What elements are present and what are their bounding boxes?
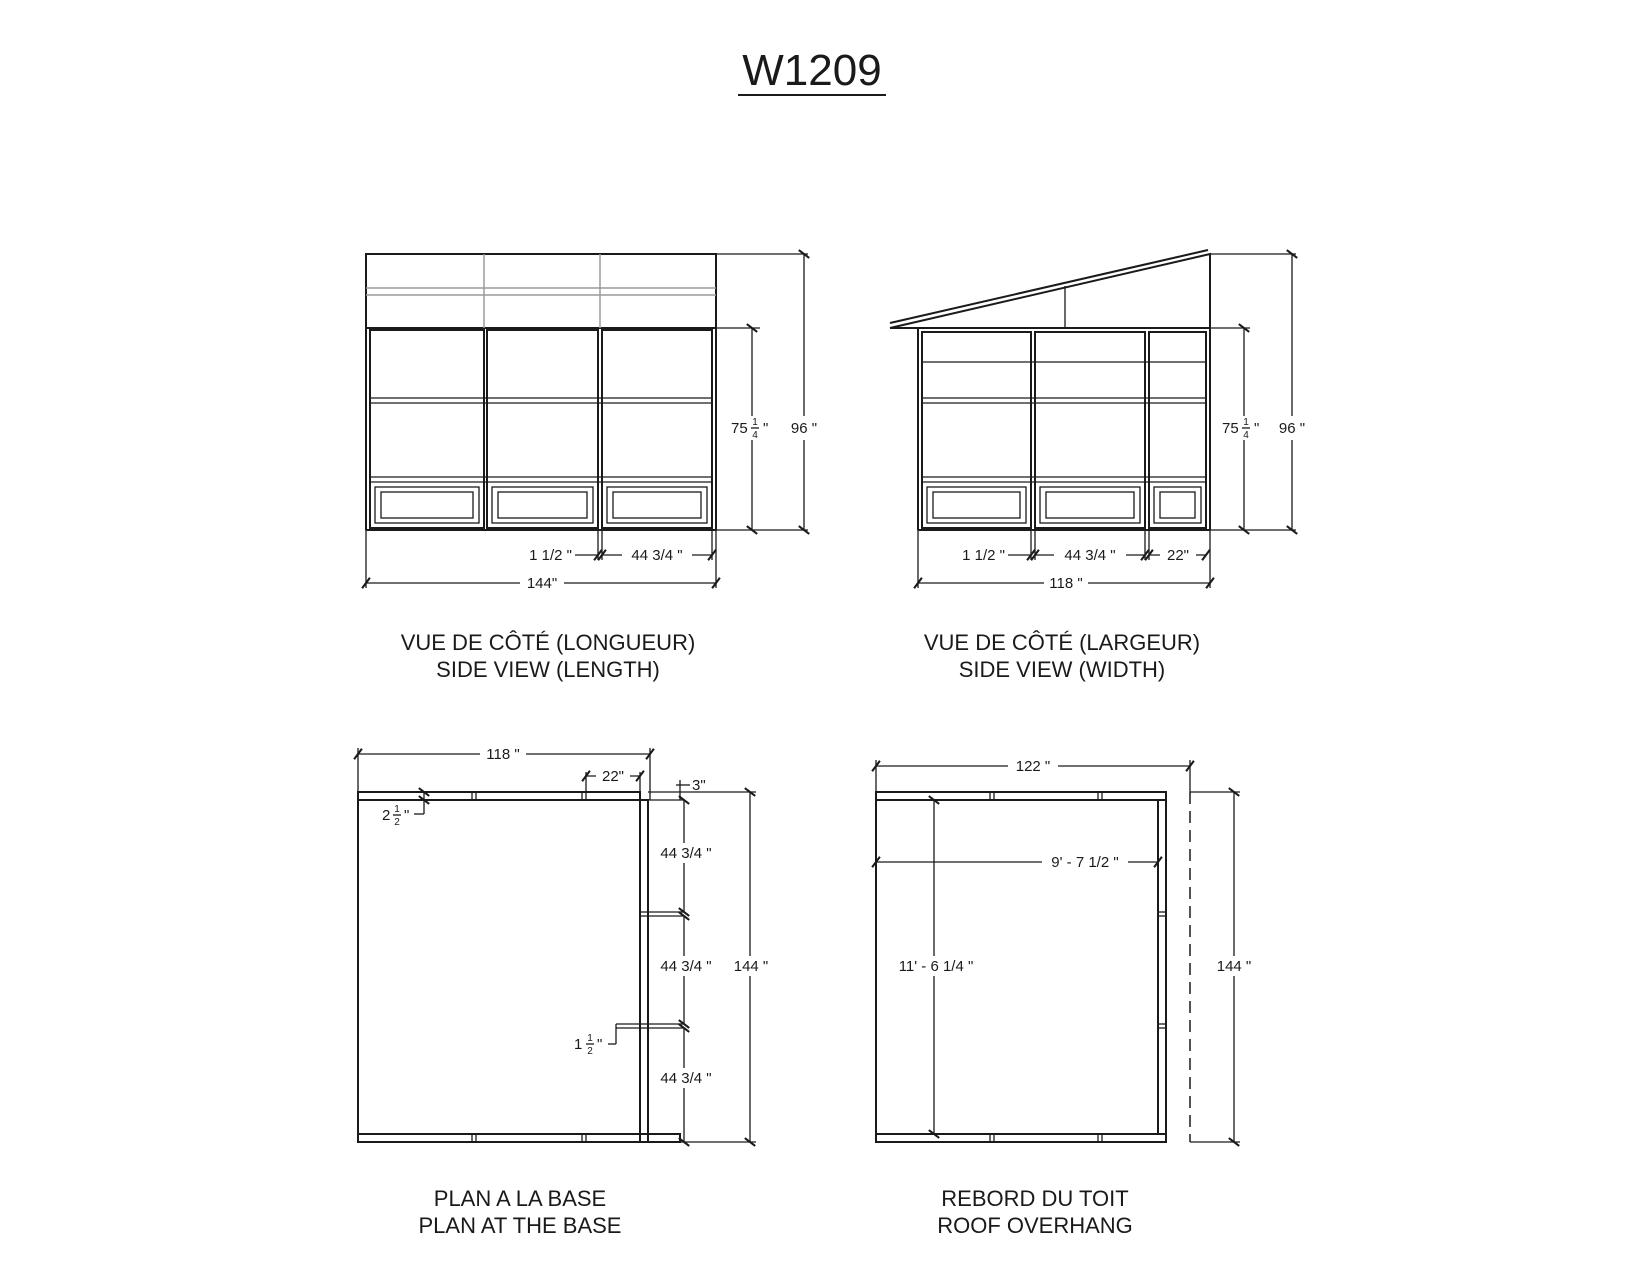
roof-length-label: 144 " <box>1216 958 1252 975</box>
small-panel-width-label: 22" <box>1166 547 1190 564</box>
wall-height-label: 75 <box>1222 420 1239 437</box>
roof-overhang-dimensions <box>876 756 1260 1142</box>
wall-height-fraction-denominator: 4 <box>1243 430 1249 441</box>
base-plan-dimensions <box>358 744 776 1142</box>
post-label: 1 <box>574 1036 583 1053</box>
wall-panel <box>487 330 598 528</box>
caption-english: SIDE VIEW (LENGTH) <box>436 657 660 682</box>
total-height-label: 96 " <box>790 420 818 437</box>
roof-gable-outline <box>366 254 716 328</box>
corner-unit: " <box>404 807 410 824</box>
kick-panel-inset <box>613 492 701 518</box>
panel-width-label: 44 3/4 " <box>631 547 683 564</box>
panel-length-label: 44 3/4 " <box>660 958 712 975</box>
small-panel-label: 22" <box>601 768 625 785</box>
wall-panel <box>370 330 484 528</box>
inner-length-label: 11' - 6 1/4 " <box>898 958 974 975</box>
width-view-dimensions <box>918 254 1312 593</box>
length-view-structure <box>366 254 716 530</box>
base-bottom-rail <box>358 1134 680 1142</box>
wall-height-fraction-numerator: 1 <box>1243 417 1249 428</box>
kick-panel-inset <box>498 492 587 518</box>
length-view-caption <box>401 630 696 682</box>
post-unit: " <box>597 1036 603 1053</box>
overall-width-label: 118 " <box>1049 575 1083 592</box>
base-length-label: 144 " <box>733 958 769 975</box>
length-view-dimensions <box>366 254 824 593</box>
wall-panel <box>602 330 712 528</box>
inner-width-label: 9' - 7 1/2 " <box>1051 854 1119 871</box>
roof-slope-edge <box>890 250 1208 323</box>
base-top-rail <box>358 792 640 800</box>
width-view-structure <box>890 250 1210 530</box>
post-fraction-numerator: 1 <box>587 1033 593 1044</box>
post-fraction-denominator: 2 <box>587 1046 593 1057</box>
overall-length-label: 144" <box>526 575 558 592</box>
caption-french: VUE DE CÔTÉ (LARGEUR) <box>923 630 1201 655</box>
side-view-length <box>366 254 824 682</box>
roof-bottom-rail <box>876 1134 1166 1142</box>
caption-english: SIDE VIEW (WIDTH) <box>958 657 1166 682</box>
panel-width-label: 44 3/4 " <box>1064 547 1116 564</box>
corner-fraction-numerator: 1 <box>394 804 400 815</box>
caption-french: VUE DE CÔTÉ (LONGUEUR) <box>400 630 696 655</box>
caption-english: PLAN AT THE BASE <box>418 1213 622 1238</box>
roof-right-rail <box>1158 800 1166 1134</box>
kick-panel-inset <box>1160 492 1195 518</box>
base-plan-caption <box>419 1186 622 1238</box>
side-view-width <box>890 250 1312 682</box>
base-right-rail <box>640 800 648 1142</box>
wall-height-unit: " <box>763 420 769 437</box>
drawing-title <box>738 46 886 95</box>
base-plan-structure <box>358 792 684 1142</box>
wall-height-label: 75 <box>731 420 748 437</box>
post-width-label: 1 1/2 " <box>529 547 572 564</box>
roof-top-rail <box>876 792 1166 800</box>
corner-label: 2 <box>382 807 391 824</box>
panel-length-label: 44 3/4 " <box>660 1070 712 1087</box>
plan-at-base <box>358 744 776 1238</box>
model-number: W1209 <box>742 46 882 95</box>
total-height-label: 96 " <box>1278 420 1306 437</box>
width-view-caption <box>924 630 1200 682</box>
corner-fraction-denominator: 2 <box>394 817 400 828</box>
caption-french: PLAN A LA BASE <box>433 1186 607 1211</box>
caption-french: REBORD DU TOIT <box>941 1186 1129 1211</box>
wall-height-unit: " <box>1254 420 1260 437</box>
kick-panel-inset <box>933 492 1020 518</box>
wall-height-fraction-numerator: 1 <box>752 417 758 428</box>
roof-slope-outline <box>890 254 1210 328</box>
caption-english: ROOF OVERHANG <box>937 1213 1133 1238</box>
roof-width-label: 122 " <box>1015 758 1051 775</box>
offset-label: 3" <box>692 777 706 794</box>
roof-overhang <box>876 756 1260 1238</box>
roof-overhang-caption <box>937 1186 1133 1238</box>
kick-panel-inset <box>381 492 473 518</box>
panel-length-label: 44 3/4 " <box>660 845 712 862</box>
kick-panel-inset <box>1046 492 1134 518</box>
base-width-label: 118 " <box>486 746 520 763</box>
post-width-label: 1 1/2 " <box>962 547 1005 564</box>
wall-height-fraction-denominator: 4 <box>752 430 758 441</box>
